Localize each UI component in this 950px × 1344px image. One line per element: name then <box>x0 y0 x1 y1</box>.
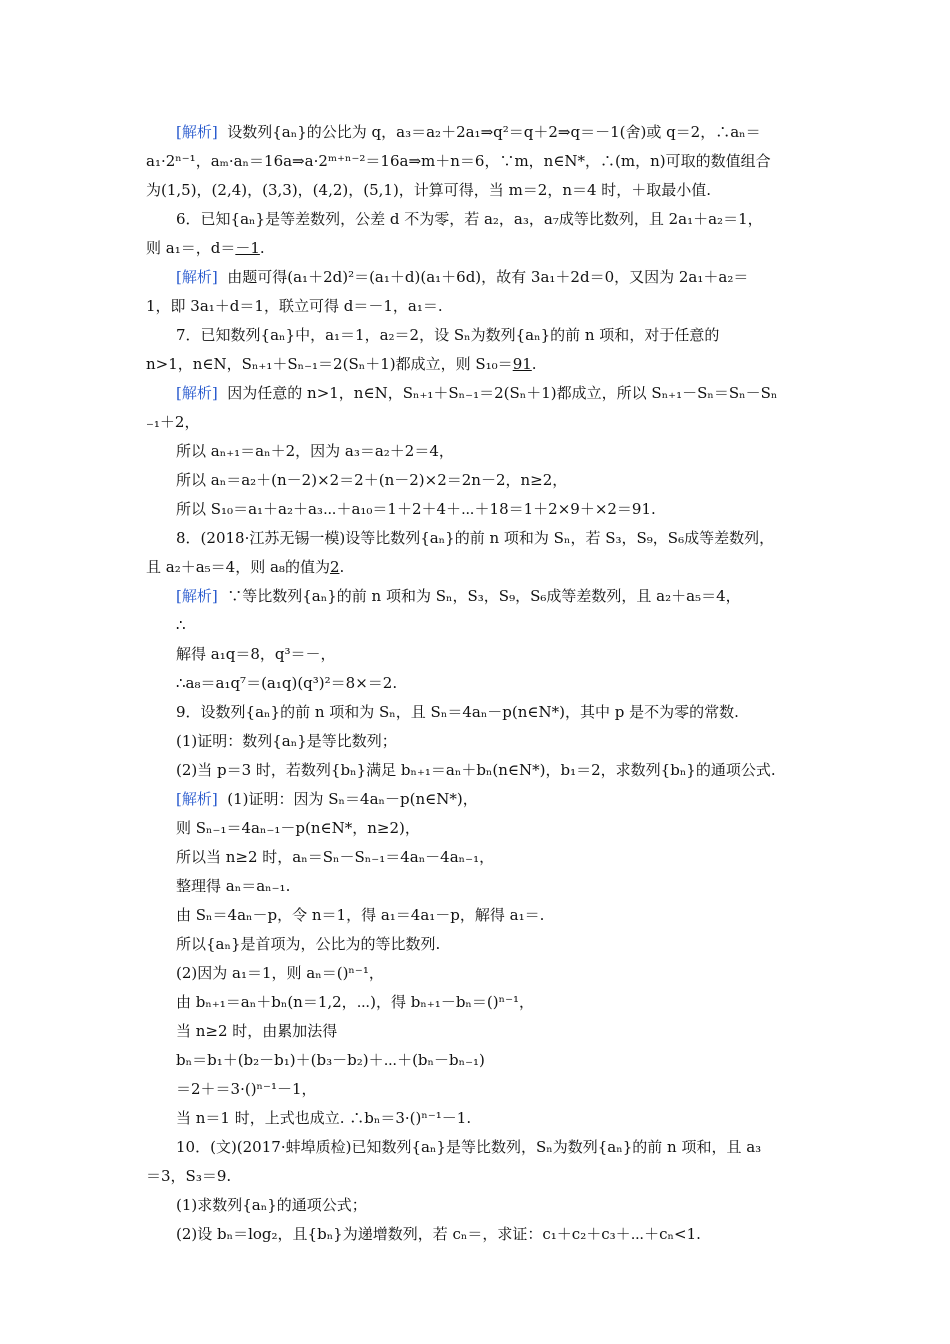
q9-solution-line-8: 由 bₙ₊₁＝aₙ＋bₙ(n＝1,2，⋯)，得 bₙ₊₁－bₙ＝()ⁿ⁻¹， <box>176 993 535 1011</box>
solution-tag: [解析] <box>176 268 218 286</box>
q9-line-2: (1)证明：数列{aₙ}是等比数列； <box>176 732 397 750</box>
q9-solution-line-11: ＝2＋＝3·()ⁿ⁻¹－1， <box>176 1080 317 1098</box>
q9-solution-line-7: (2)因为 a₁＝1，则 aₙ＝()ⁿ⁻¹， <box>176 964 384 982</box>
q9-solution-line-6: 所以{aₙ}是首项为，公比为的等比数列. <box>176 935 441 953</box>
q7-line-2: n>1，n∈N，Sₙ₊₁＋Sₙ₋₁＝2(Sₙ＋1)都成立，则 S₁₀＝91. <box>146 355 537 373</box>
q7-answer: 91 <box>512 355 532 373</box>
q9-solution-line-12: 当 n＝1 时，上式也成立. ∴bₙ＝3·()ⁿ⁻¹－1. <box>176 1109 472 1127</box>
solution-tag: [解析] <box>176 384 218 402</box>
q10-line-1: 10．(文)(2017·蚌埠质检)已知数列{aₙ}是等比数列，Sₙ为数列{aₙ}的前 n 项和，且 a₃ <box>176 1138 762 1156</box>
q9-solution-line-1: [解析] (1)证明：因为 Sₙ＝4aₙ－p(n∈N*)， <box>176 790 478 808</box>
p5-solution-line-1: [解析] 设数列{aₙ}的公比为 q，a₃＝a₂＋2a₁⇒q²＝q＋2⇒q＝－1(舍)或 q＝2，∴aₙ＝ <box>176 123 761 141</box>
q7-solution-line-5: 所以 S₁₀＝a₁＋a₂＋a₃⋯＋a₁₀＝1＋2＋4＋⋯＋18＝1＋2×9＋×2＝91. <box>176 500 656 518</box>
q9-solution-line-3: 所以当 n≥2 时，aₙ＝Sₙ－Sₙ₋₁＝4aₙ－4aₙ₋₁， <box>176 848 495 866</box>
p5-solution-line-2: a₁·2ⁿ⁻¹，aₘ·aₙ＝16a⇒a·2ᵐ⁺ⁿ⁻²＝16a⇒m＋n＝6，∵m，n∈N*，∴(m，n)可取的数值组合 <box>146 152 771 170</box>
q10-line-3: (1)求数列{aₙ}的通项公式； <box>176 1196 367 1214</box>
q8-solution-line-4: ∴a₈＝a₁q⁷＝(a₁q)(q³)²＝8×＝2. <box>176 674 398 692</box>
q10-line-4: (2)设 bₙ＝log₂，且{bₙ}为递增数列，若 cₙ＝，求证：c₁＋c₂＋c₃＋⋯＋cₙ<1. <box>176 1225 701 1243</box>
q7-solution-line-3: 所以 aₙ₊₁＝aₙ＋2，因为 a₃＝a₂＋2＝4， <box>176 442 454 460</box>
q7-line-1: 7．已知数列{aₙ}中，a₁＝1，a₂＝2，设 Sₙ为数列{aₙ}的前 n 项和，对于任意的 <box>176 326 720 344</box>
solution-tag: [解析] <box>176 587 218 605</box>
q8-line-2: 且 a₂＋a₅＝4，则 a₈的值为2. <box>146 558 345 576</box>
q6-answer-d: －1 <box>235 239 260 257</box>
q7-solution-line-1: [解析] 因为任意的 n>1，n∈N，Sₙ₊₁＋Sₙ₋₁＝2(Sₙ＋1)都成立，所以 Sₙ₊₁－Sₙ＝Sₙ－Sₙ <box>176 384 778 402</box>
q9-solution-line-2: 则 Sₙ₋₁＝4aₙ₋₁－p(n∈N*，n≥2)， <box>176 819 420 837</box>
q6-solution-line-1: [解析] 由题可得(a₁＋2d)²＝(a₁＋d)(a₁＋6d)，故有 3a₁＋2d＝0，又因为 2a₁＋a₂＝ <box>176 268 749 286</box>
q9-solution-line-9: 当 n≥2 时，由累加法得 <box>176 1022 338 1040</box>
solution-tag: [解析] <box>176 790 218 808</box>
q9-line-3: (2)当 p＝3 时，若数列{bₙ}满足 bₙ₊₁＝aₙ＋bₙ(n∈N*)，b₁＝2，求数列{bₙ}的通项公式. <box>176 761 776 779</box>
q8-solution-line-2: ∴ <box>176 616 186 634</box>
q7-solution-line-4: 所以 aₙ＝a₂＋(n－2)×2＝2＋(n－2)×2＝2n－2，n≥2， <box>176 471 568 489</box>
q6-line-1: 6．已知{aₙ}是等差数列，公差 d 不为零，若 a₂，a₃，a₇成等比数列，且 2a₁＋a₂＝1， <box>176 210 763 228</box>
q9-solution-line-4: 整理得 aₙ＝aₙ₋₁. <box>176 877 291 895</box>
q6-solution-line-2: 1，即 3a₁＋d＝1，联立可得 d＝－1，a₁＝. <box>146 297 443 315</box>
q8-solution-line-3: 解得 a₁q＝8，q³＝－， <box>176 645 336 663</box>
p5-solution-line-3: 为(1,5)，(2,4)，(3,3)，(4,2)，(5,1)，计算可得，当 m＝2，n＝4 时，＋取最小值. <box>146 181 712 199</box>
q7-solution-line-2: ₋₁＋2， <box>146 413 200 431</box>
q6-line-2: 则 a₁＝，d＝－1. <box>146 239 265 257</box>
q8-line-1: 8．(2018·江苏无锡一模)设等比数列{aₙ}的前 n 项和为 Sₙ，若 S₃，S₉，S₆成等差数列， <box>176 529 775 547</box>
q9-solution-line-5: 由 Sₙ＝4aₙ－p，令 n＝1，得 a₁＝4a₁－p，解得 a₁＝. <box>176 906 545 924</box>
solution-tag: [解析] <box>176 123 218 141</box>
q9-line-1: 9．设数列{aₙ}的前 n 项和为 Sₙ，且 Sₙ＝4aₙ－p(n∈N*)，其中 p 是不为零的常数. <box>176 703 739 721</box>
q9-solution-line-10: bₙ＝b₁＋(b₂－b₁)＋(b₃－b₂)＋⋯＋(bₙ－bₙ₋₁) <box>176 1051 485 1069</box>
q8-solution-line-1: [解析] ∵等比数列{aₙ}的前 n 项和为 Sₙ，S₃，S₉，S₆成等差数列，且 a₂＋a₅＝4， <box>176 587 741 605</box>
q8-answer: 2 <box>329 558 340 576</box>
q10-line-2: ＝3，S₃＝9. <box>146 1167 232 1185</box>
